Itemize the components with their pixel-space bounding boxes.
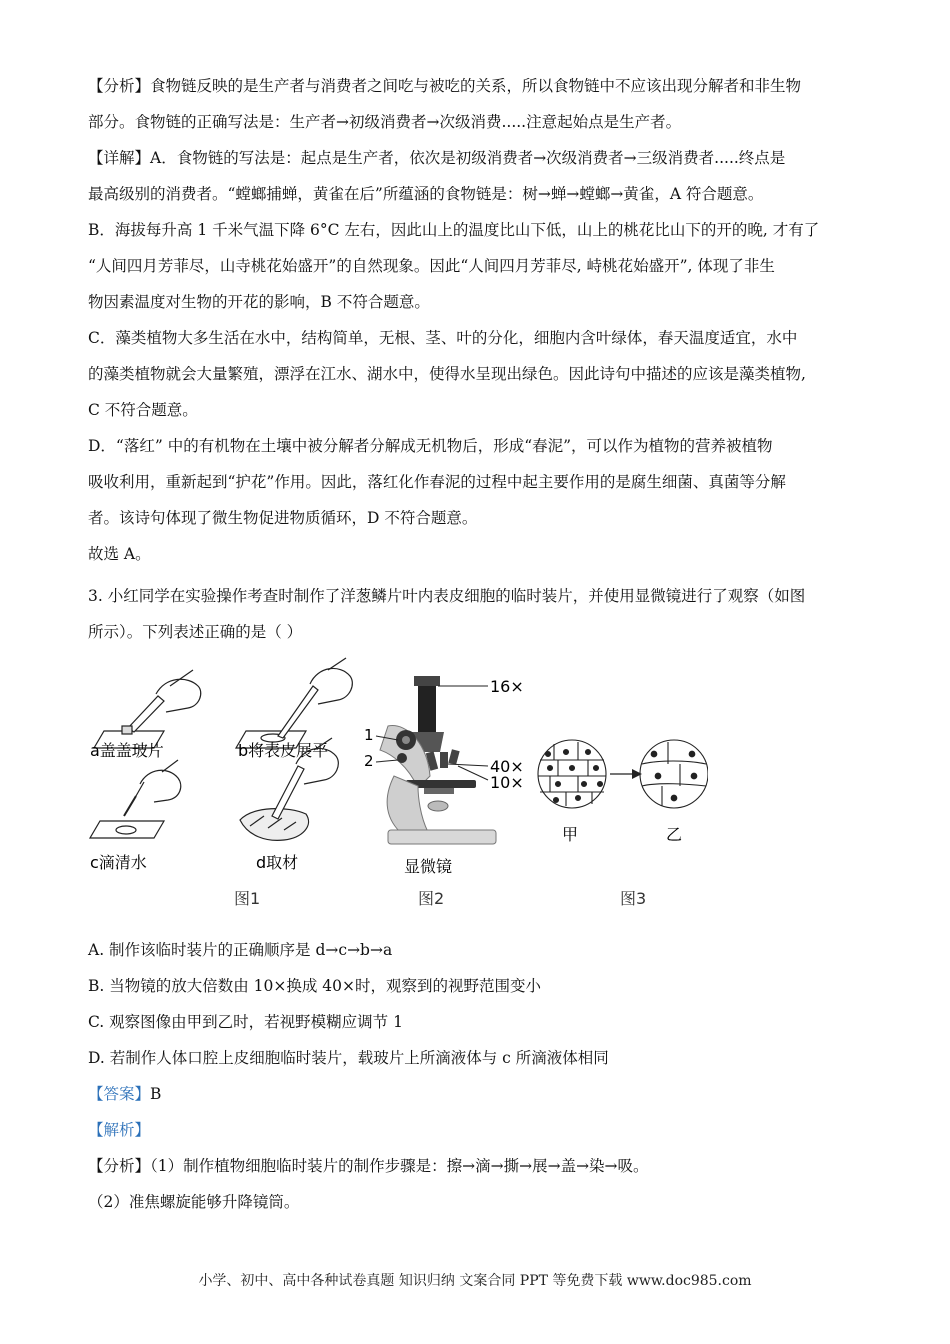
page-footer: 小学、初中、高中各种试卷真题 知识归纳 文案合同 PPT 等免费下载 www.doc985.com [198,1273,752,1289]
option-d: D. 若制作人体口腔上皮细胞临时装片，载玻片上所滴液体与 c 所滴液体相同 [88,1049,609,1067]
answer-line [88,1076,863,1112]
text-line: B．海拔每升高 1 千米气温下降 6°C 左右，因此山上的温度比山下低，山上的桃花比山下的开的晚, 才有了 [88,221,820,239]
figure-3-caption: 图3 [620,889,647,908]
step-d-label: d取材 [256,853,299,872]
figure-1-caption: 图1 [234,889,261,908]
step-a-illustration [94,670,201,748]
step-b-label: b将表皮展平 [238,741,329,760]
part-2-label: 2 [364,752,374,770]
text-line: 3. 小红同学在实验操作考查时制作了洋葱鳞片叶内表皮细胞的临时装片，并使用显微镜进行了观察（如图 [88,587,806,605]
text-line: “人间四月芳菲尽，山寺桃花始盛开”的自然现象。因此“人间四月芳菲尽, 峙桃花始盛开”, 体现了非生 [88,257,775,275]
option-b: B. 当物镜的放大倍数由 10×换成 40×时，观察到的视野范围变小 [88,977,542,995]
answer-value: B [150,1085,162,1103]
step-a-label: a盖盖玻片 [90,741,164,760]
answer-section [88,1076,863,1220]
text-line: 物因素温度对生物的开花的影响，B 不符合题意。 [88,293,430,311]
text-line: 【详解】A．食物链的写法是：起点是生产者，依次是初级消费者→次级消费者→三级消费者.....终点是 [88,149,786,167]
view-jia-label: 甲 [562,825,579,844]
detail-paragraph [88,140,863,572]
option-a: A. 制作该临时装片的正确顺序是 d→c→b→a [88,941,393,959]
text-line: 部分。食物链的正确写法是：生产者→初级消费者→次级消费.....注意起始点是生产者。 [88,113,682,131]
step-c-label: c滴清水 [90,853,147,872]
text-line: 【分析】（1）制作植物细胞临时装片的制作步骤是：擦→滴→撕→展→盖→染→吸。 [88,1157,649,1175]
cell-view-jia [538,740,606,808]
text-line: D．“落红” 中的有机物在土壤中被分解者分解成无机物后，形成“春泥”，可以作为植物的营养被植物 [88,437,773,455]
figure-2-caption: 图2 [418,889,445,908]
text-line: 者。该诗句体现了微生物促进物质循环，D 不符合题意。 [88,509,478,527]
answer-label: 【答案】 [88,1085,151,1103]
explanation-label: 【解析】 [88,1121,151,1139]
text-line: 吸收利用，重新起到“护花”作用。因此，落红化作春泥的过程中起主要作用的是腐生细菌、真菌等分解 [88,473,786,491]
answer-options [88,932,863,1076]
part-1-label: 1 [364,726,374,744]
text-line: 【分析】食物链反映的是生产者与消费者之间吃与被吃的关系，所以食物链中不应该出现分解者和非生物 [88,77,802,95]
view-yi-label: 乙 [666,825,683,844]
figure-svg [88,656,708,916]
eyepiece-mag-label: 16× [490,677,524,696]
question-3-figure [88,656,708,916]
objective-40-label: 40× [490,757,524,776]
question-3-stem [88,578,863,650]
cell-view-yi [640,740,708,808]
text-line: C．藻类植物大多生活在水中，结构简单，无根、茎、叶的分化，细胞内含叶绿体，春天温度适宜，水中 [88,329,798,347]
analysis-paragraph [88,68,863,140]
text-line: 所示）。下列表述正确的是（ ） [88,623,303,641]
text-line: C 不符合题意。 [88,401,198,419]
objective-10-label: 10× [490,773,524,792]
text-line: 的藻类植物就会大量繁殖，漂浮在江水、湖水中，使得水呈现出绿色。因此诗句中描述的应该是藻类植物, [88,365,806,383]
text-line: （2）准焦螺旋能够升降镜筒。 [88,1193,300,1211]
step-c-illustration [90,760,181,838]
option-c: C. 观察图像由甲到乙时，若视野模糊应调节 1 [88,1013,403,1031]
text-line: 故选 A。 [88,545,151,563]
microscope-label: 显微镜 [404,857,453,876]
step-b-illustration [236,658,352,748]
text-line: 最高级别的消费者。“螳螂捕蝉，黄雀在后”所蕴涵的食物链是：树→蝉→螳螂→黄雀，A 符合题意。 [88,185,764,203]
